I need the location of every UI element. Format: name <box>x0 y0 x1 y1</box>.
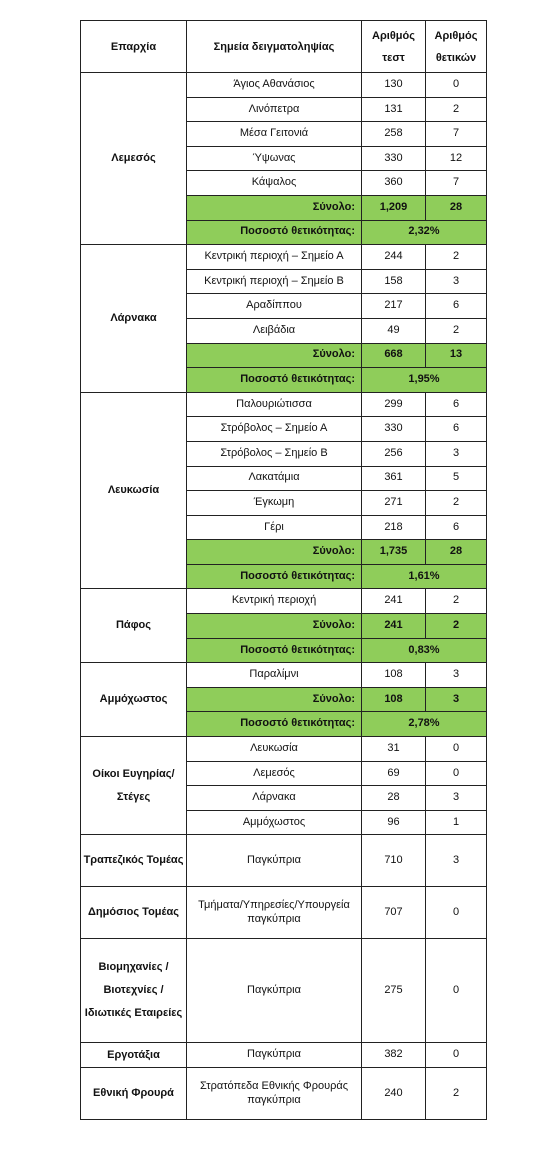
tests-cell: 108 <box>362 663 426 688</box>
tests-cell: 49 <box>362 318 426 343</box>
sampling-point-cell: Λειβάδια <box>187 318 362 343</box>
province-cell: Εθνική Φρουρά <box>81 1068 187 1120</box>
header-sampling-points: Σημεία δειγματοληψίας <box>187 21 362 73</box>
sampling-point-cell: Στρατόπεδα Εθνικής Φρουράς παγκύπρια <box>187 1068 362 1120</box>
positivity-value: 2,32% <box>362 220 487 245</box>
sampling-point-cell: Γέρι <box>187 515 362 540</box>
sampling-point-cell: Λακατάμια <box>187 466 362 491</box>
positives-cell: 2 <box>426 589 487 614</box>
table-row <box>81 73 487 98</box>
tests-cell: 96 <box>362 810 426 835</box>
total-label: Σύνολο: <box>187 614 362 639</box>
table-row <box>81 939 487 1043</box>
province-cell: Βιομηχανίες / Βιοτεχνίες / Ιδιωτικές Εταιρείες <box>81 939 187 1043</box>
total-label: Σύνολο: <box>187 343 362 368</box>
tests-cell: 28 <box>362 786 426 811</box>
positivity-label: Ποσοστό θετικότητας: <box>187 712 362 737</box>
tests-cell: 31 <box>362 737 426 762</box>
tests-cell: 330 <box>362 146 426 171</box>
positives-cell: 3 <box>426 441 487 466</box>
tests-cell: 241 <box>362 589 426 614</box>
tests-cell: 382 <box>362 1043 426 1068</box>
province-cell: Πάφος <box>81 589 187 663</box>
province-cell: Τραπεζικός Τομέας <box>81 835 187 887</box>
total-tests: 668 <box>362 343 426 368</box>
table-row <box>81 1068 487 1120</box>
province-cell: Λεμεσός <box>81 73 187 245</box>
tests-cell: 271 <box>362 491 426 516</box>
tests-cell: 275 <box>362 939 426 1043</box>
sampling-point-cell: Παγκύπρια <box>187 1043 362 1068</box>
sampling-point-cell: Παγκύπρια <box>187 939 362 1043</box>
header-province: Επαρχία <box>81 21 187 73</box>
positives-cell: 7 <box>426 122 487 147</box>
positives-cell: 2 <box>426 97 487 122</box>
positives-cell: 3 <box>426 786 487 811</box>
sampling-point-cell: Τμήματα/Υπηρεσίες/Υπουργεία παγκύπρια <box>187 887 362 939</box>
positives-cell: 7 <box>426 171 487 196</box>
sampling-point-cell: Λάρνακα <box>187 786 362 811</box>
sampling-point-cell: Αμμόχωστος <box>187 810 362 835</box>
sampling-point-cell: Κάψαλος <box>187 171 362 196</box>
table-row <box>81 589 487 614</box>
sampling-point-cell: Παλουριώτισσα <box>187 392 362 417</box>
total-label: Σύνολο: <box>187 540 362 565</box>
positives-cell: 0 <box>426 737 487 762</box>
tests-cell: 299 <box>362 392 426 417</box>
table-row <box>81 245 487 270</box>
total-positives: 2 <box>426 614 487 639</box>
total-label: Σύνολο: <box>187 687 362 712</box>
tests-cell: 256 <box>362 441 426 466</box>
header-positives: Αριθμός θετικών <box>426 21 487 73</box>
positives-cell: 2 <box>426 318 487 343</box>
tests-cell: 218 <box>362 515 426 540</box>
table-row <box>81 663 487 688</box>
positives-cell: 5 <box>426 466 487 491</box>
positives-cell: 3 <box>426 269 487 294</box>
tests-cell: 258 <box>362 122 426 147</box>
testing-results-table <box>80 20 487 1120</box>
sampling-point-cell: Παραλίμνι <box>187 663 362 688</box>
tests-cell: 217 <box>362 294 426 319</box>
header-tests: Αριθμός τεστ <box>362 21 426 73</box>
province-cell: Αμμόχωστος <box>81 663 187 737</box>
positives-cell: 6 <box>426 417 487 442</box>
tests-cell: 361 <box>362 466 426 491</box>
total-tests: 241 <box>362 614 426 639</box>
positives-cell: 6 <box>426 515 487 540</box>
header-row <box>81 21 487 73</box>
sampling-point-cell: Στρόβολος – Σημείο Α <box>187 417 362 442</box>
positives-cell: 3 <box>426 835 487 887</box>
total-label: Σύνολο: <box>187 195 362 220</box>
tests-cell: 158 <box>362 269 426 294</box>
positives-cell: 2 <box>426 245 487 270</box>
positives-cell: 2 <box>426 491 487 516</box>
positives-cell: 6 <box>426 294 487 319</box>
total-positives: 13 <box>426 343 487 368</box>
sampling-point-cell: Άγιος Αθανάσιος <box>187 73 362 98</box>
sampling-point-cell: Παγκύπρια <box>187 835 362 887</box>
tests-cell: 710 <box>362 835 426 887</box>
sampling-point-cell: Λινόπετρα <box>187 97 362 122</box>
total-positives: 28 <box>426 195 487 220</box>
table-body <box>81 73 487 1120</box>
positives-cell: 2 <box>426 1068 487 1120</box>
positives-cell: 0 <box>426 1043 487 1068</box>
tests-cell: 330 <box>362 417 426 442</box>
table-row <box>81 737 487 762</box>
sampling-point-cell: Αραδίππου <box>187 294 362 319</box>
tests-cell: 131 <box>362 97 426 122</box>
tests-cell: 360 <box>362 171 426 196</box>
province-cell: Εργοτάξια <box>81 1043 187 1068</box>
province-cell: Δημόσιος Τομέας <box>81 887 187 939</box>
sampling-point-cell: Στρόβολος – Σημείο Β <box>187 441 362 466</box>
table-row <box>81 887 487 939</box>
tests-cell: 244 <box>362 245 426 270</box>
sampling-point-cell: Κεντρική περιοχή <box>187 589 362 614</box>
positivity-value: 2,78% <box>362 712 487 737</box>
table-row <box>81 1043 487 1068</box>
positives-cell: 0 <box>426 887 487 939</box>
positivity-value: 0,83% <box>362 638 487 663</box>
sampling-point-cell: Κεντρική περιοχή – Σημείο Β <box>187 269 362 294</box>
tests-cell: 240 <box>362 1068 426 1120</box>
table-row <box>81 835 487 887</box>
positivity-label: Ποσοστό θετικότητας: <box>187 220 362 245</box>
tests-cell: 707 <box>362 887 426 939</box>
total-tests: 1,209 <box>362 195 426 220</box>
province-cell: Λάρνακα <box>81 245 187 393</box>
positives-cell: 6 <box>426 392 487 417</box>
sampling-point-cell: Λεμεσός <box>187 761 362 786</box>
sampling-point-cell: Έγκωμη <box>187 491 362 516</box>
positivity-value: 1,95% <box>362 368 487 393</box>
sampling-point-cell: Λευκωσία <box>187 737 362 762</box>
positives-cell: 1 <box>426 810 487 835</box>
total-positives: 3 <box>426 687 487 712</box>
tests-cell: 69 <box>362 761 426 786</box>
tests-cell: 130 <box>362 73 426 98</box>
total-tests: 108 <box>362 687 426 712</box>
total-tests: 1,735 <box>362 540 426 565</box>
positivity-label: Ποσοστό θετικότητας: <box>187 638 362 663</box>
positivity-label: Ποσοστό θετικότητας: <box>187 368 362 393</box>
sampling-point-cell: Ύψωνας <box>187 146 362 171</box>
sampling-point-cell: Κεντρική περιοχή – Σημείο Α <box>187 245 362 270</box>
province-cell: Οίκοι Ευγηρίας/Στέγες <box>81 737 187 835</box>
positives-cell: 3 <box>426 663 487 688</box>
positives-cell: 12 <box>426 146 487 171</box>
sampling-point-cell: Μέσα Γειτονιά <box>187 122 362 147</box>
total-positives: 28 <box>426 540 487 565</box>
positives-cell: 0 <box>426 939 487 1043</box>
table-row <box>81 392 487 417</box>
positives-cell: 0 <box>426 761 487 786</box>
positivity-value: 1,61% <box>362 564 487 589</box>
province-cell: Λευκωσία <box>81 392 187 589</box>
positivity-label: Ποσοστό θετικότητας: <box>187 564 362 589</box>
positives-cell: 0 <box>426 73 487 98</box>
